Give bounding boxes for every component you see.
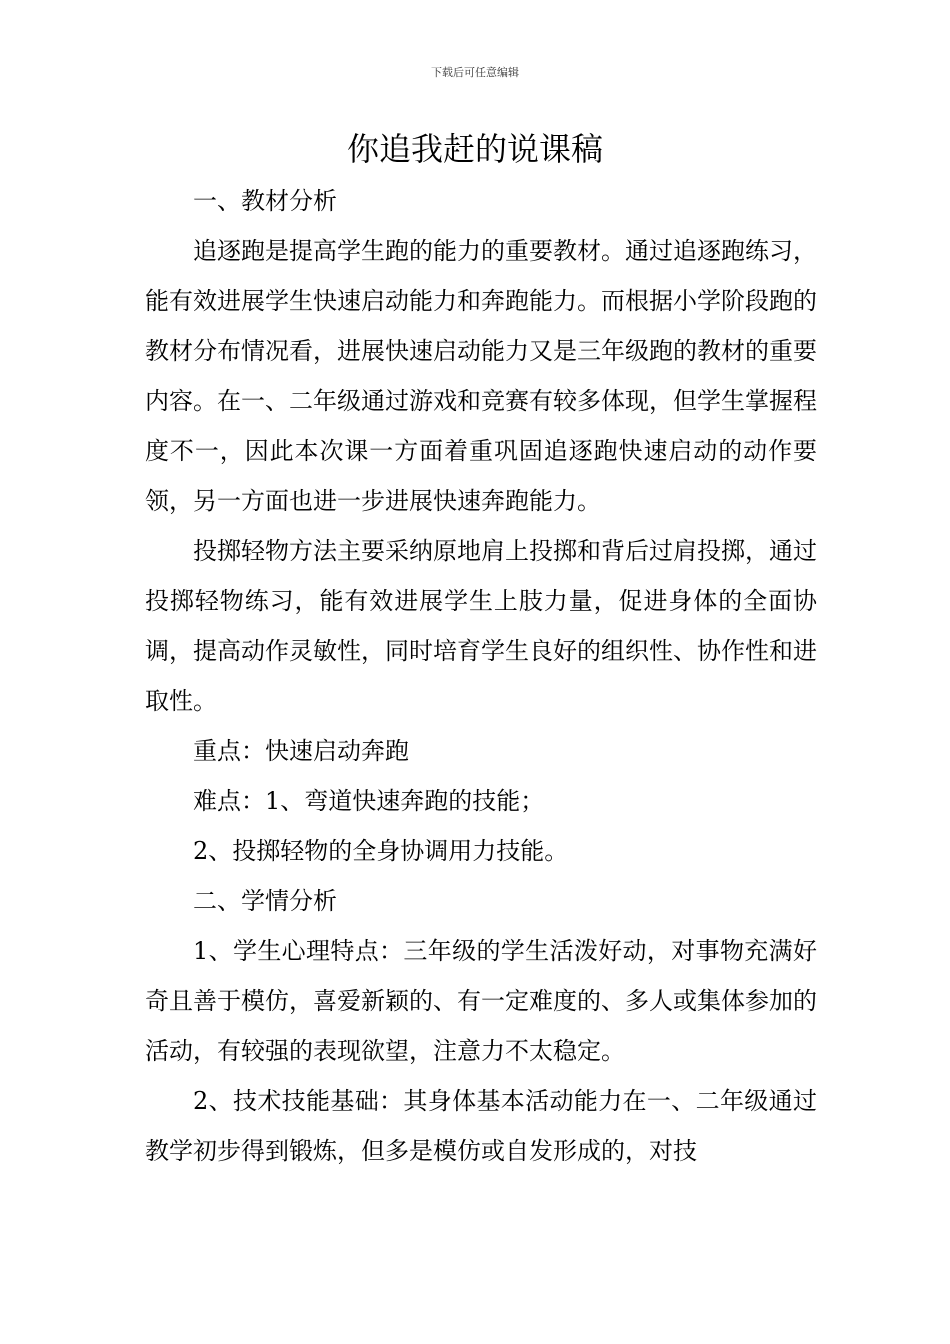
- key-point: 重点：快速启动奔跑: [193, 737, 409, 765]
- difficulty-point: 难点：1、弯道快速奔跑的技能；: [193, 787, 545, 815]
- header-note: 下载后可任意编辑: [431, 66, 519, 79]
- paragraph: 追逐跑是提高学生跑的能力的重要教材。通过追逐跑练习，能有效进展学生快速启动能力和奔跑能力。而根据小学阶段跑的教材分布情况看，进展快速启动能力又是三年级跑的教材的重要内容。在一、二年级通过游戏和竞赛有较多体现，但学生掌握程度不一，因此本次课一方面着重巩固追逐跑快速启动的动作要领，另一方面也进一步进展快速奔跑能力。: [145, 237, 817, 515]
- difficulty-point: 2、投掷轻物的全身协调用力技能。: [193, 837, 569, 865]
- paragraph: 1、学生心理特点：三年级的学生活泼好动，对事物充满好奇且善于模仿，喜爱新颖的、有一定难度的、多人或集体参加的活动，有较强的表现欲望，注意力不太稳定。: [145, 937, 817, 1065]
- section-heading: 二、学情分析: [193, 887, 337, 915]
- section-heading: 一、教材分析: [193, 187, 337, 215]
- document-body: [145, 176, 817, 1176]
- paragraph: 投掷轻物方法主要采纳原地肩上投掷和背后过肩投掷，通过投掷轻物练习，能有效进展学生上肢力量，促进身体的全面协调，提高动作灵敏性，同时培育学生良好的组织性、协作性和进取性。: [145, 537, 817, 715]
- paragraph: 2、技术技能基础：其身体基本活动能力在一、二年级通过教学初步得到锻炼，但多是模仿或自发形成的，对技: [145, 1087, 817, 1165]
- document-title: 你追我赶的说课稿: [346, 130, 603, 168]
